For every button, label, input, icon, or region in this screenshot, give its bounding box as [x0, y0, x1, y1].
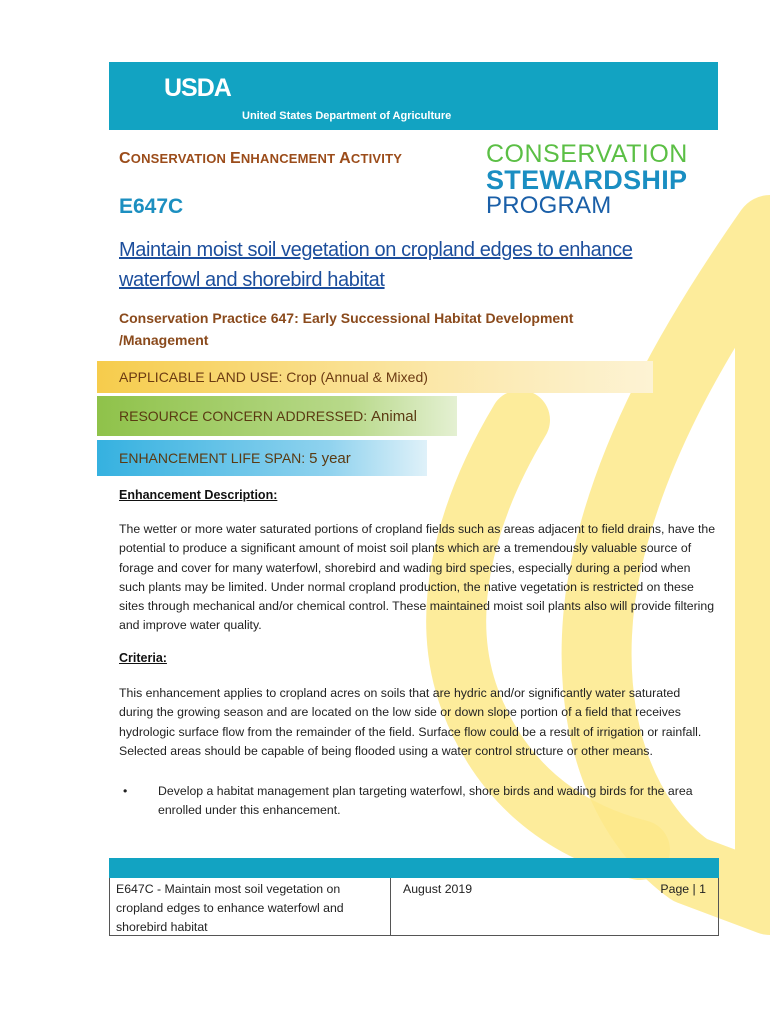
- land-use-text: APPLICABLE LAND USE: Crop (Annual & Mixed): [119, 369, 428, 385]
- footer-table: [109, 878, 719, 936]
- program-logo-line2: STEWARDSHIP: [486, 165, 688, 195]
- land-use-band: [97, 361, 653, 393]
- resource-concern-band: [97, 396, 457, 436]
- activity-label: CONSERVATION ENHANCEMENT ACTIVITY: [119, 150, 403, 167]
- description-heading: Enhancement Description:: [119, 488, 278, 502]
- page-title: Maintain moist soil vegetation on cropland edges to enhance waterfowl and shorebird habitat: [119, 239, 633, 291]
- criteria-text: This enhancement applies to cropland acres on soils that are hydric and/or significantly water saturated during the growing season and are located on the low side or down slope portion of a field that receives hydrologic surface flow from the remainder of the field. Surface flow could be a result of irrigation or rainfall. Selected areas should be capable of being flooded using a water control structure or other means.: [119, 686, 702, 758]
- footer-title: E647C - Maintain most soil vegetation on cropland edges to enhance waterfowl and shorebird habitat: [110, 878, 391, 935]
- program-logo: [486, 142, 688, 218]
- footer-meta: [391, 878, 718, 935]
- resource-concern-value: Animal: [371, 407, 417, 425]
- enhancement-code: E647C: [119, 195, 184, 218]
- life-span-value: 5 year: [309, 449, 351, 467]
- usda-logo: USDA: [164, 74, 231, 102]
- criteria-bullet-item: [119, 782, 717, 821]
- footer-date: August 2019: [403, 882, 473, 896]
- criteria-heading: Criteria:: [119, 651, 167, 665]
- usda-department-name: United States Department of Agriculture: [242, 110, 452, 122]
- program-logo-line1: CONSERVATION: [486, 140, 688, 168]
- criteria-bullet-text: Develop a habitat management plan targeting waterfowl, shore birds and wading birds for the area enrolled under this enhancement.: [158, 784, 693, 818]
- footer-page-number: Page | 1: [660, 882, 706, 896]
- program-logo-line3: PROGRAM: [486, 192, 612, 219]
- bullet-icon: •: [123, 784, 128, 798]
- resource-concern-label: RESOURCE CONCERN ADDRESSED:: [119, 408, 368, 424]
- footer-band: [109, 858, 719, 878]
- life-span-band: [97, 440, 427, 476]
- conservation-practice: Conservation Practice 647: Early Successional Habitat Development /Management: [119, 310, 574, 348]
- description-text: The wetter or more water saturated portions of cropland fields such as areas adjacent to field drains, have the potential to produce a significant amount of moist soil plants which are a tremendously valuable source of forage and cover for many waterfowl, shorebird and wading bird species, especially during a period when such plants may be limited. Under normal cropland production, the native vegetation is restricted on these sites through mechanical and/or chemical control. These maintained moist soil plants also will provide filtering and improve water quality.: [119, 522, 716, 633]
- life-span-label: ENHANCEMENT LIFE SPAN:: [119, 450, 306, 466]
